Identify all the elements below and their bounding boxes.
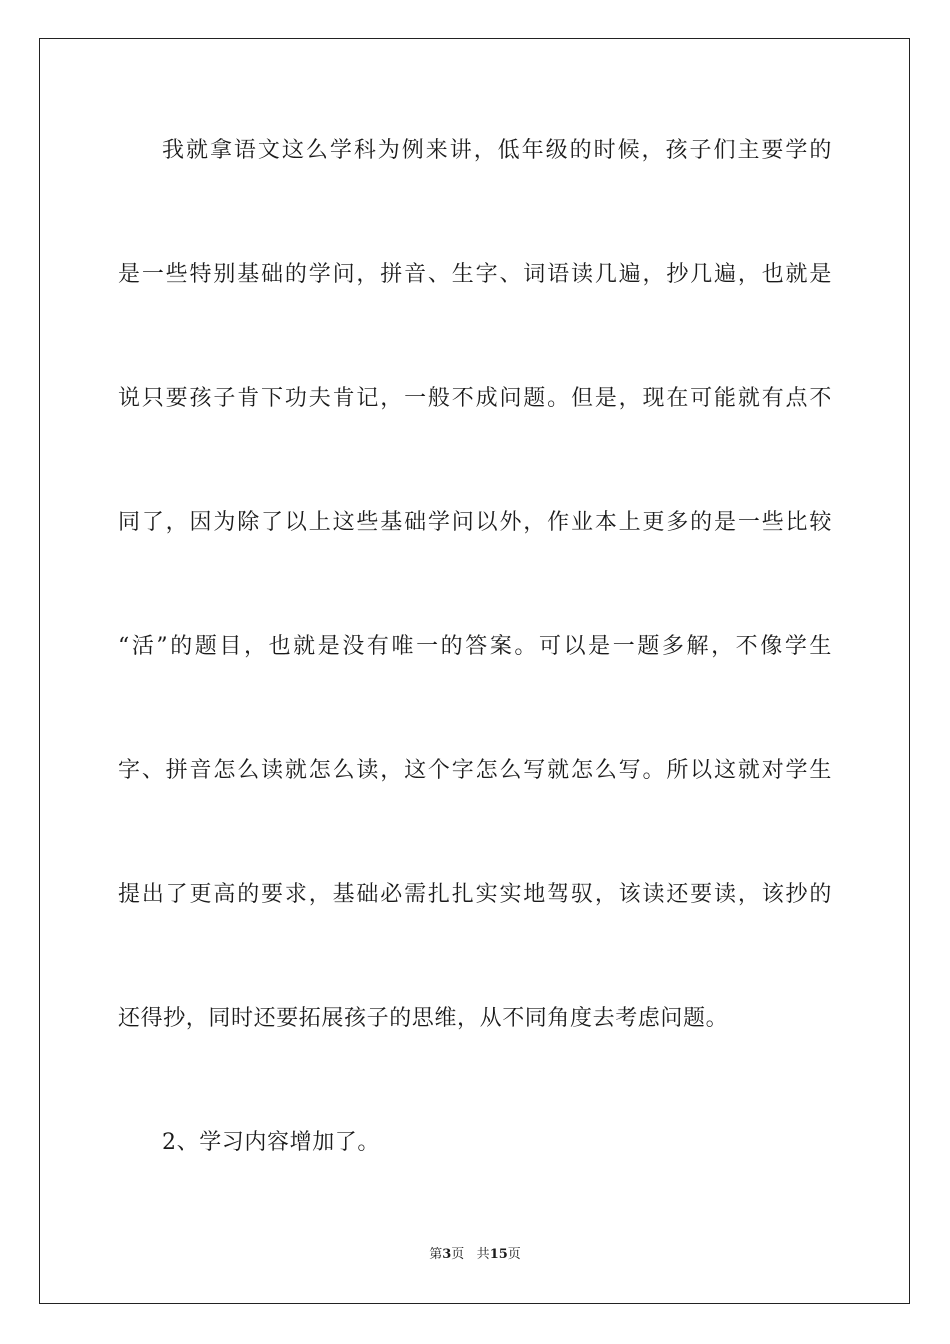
paragraph-line-8: 还得抄，同时还要拓展孩子的思维，从不同角度去考虑问题。 — [118, 1006, 729, 1031]
footer-page-prefix: 第 — [429, 1247, 443, 1262]
paragraph-line-4: 同了，因为除了以上这些基础学问以外，作业本上更多的是一些比较 — [118, 510, 832, 535]
footer-page-total: 15 — [489, 1247, 508, 1262]
paragraph-line-3: 说只要孩子肯下功夫肯记，一般不成问题。但是，现在可能就有点不 — [118, 386, 832, 411]
page-border — [39, 38, 910, 1304]
paragraph-line-2: 是一些特别基础的学问，拼音、生字、词语读几遍，抄几遍，也就是 — [118, 262, 832, 287]
footer-total-suffix: 页 — [507, 1247, 521, 1262]
paragraph-line-7: 提出了更高的要求，基础必需扎扎实实地驾驭，该读还要读，该抄的 — [118, 882, 832, 907]
footer-total-prefix: 共 — [476, 1247, 490, 1262]
paragraph-line-1: 我就拿语文这么学科为例来讲，低年级的时候，孩子们主要学的 — [162, 138, 832, 163]
section-heading: 2、学习内容增加了。 — [162, 1130, 380, 1155]
paragraph-line-5: “活”的题目，也就是没有唯一的答案。可以是一题多解，不像学生 — [118, 634, 832, 659]
paragraph-line-6: 字、拼音怎么读就怎么读，这个字怎么写就怎么写。所以这就对学生 — [118, 758, 832, 783]
footer-page-current: 3 — [442, 1247, 452, 1262]
page-footer — [0, 1246, 950, 1264]
footer-page-suffix: 页 — [451, 1247, 465, 1262]
